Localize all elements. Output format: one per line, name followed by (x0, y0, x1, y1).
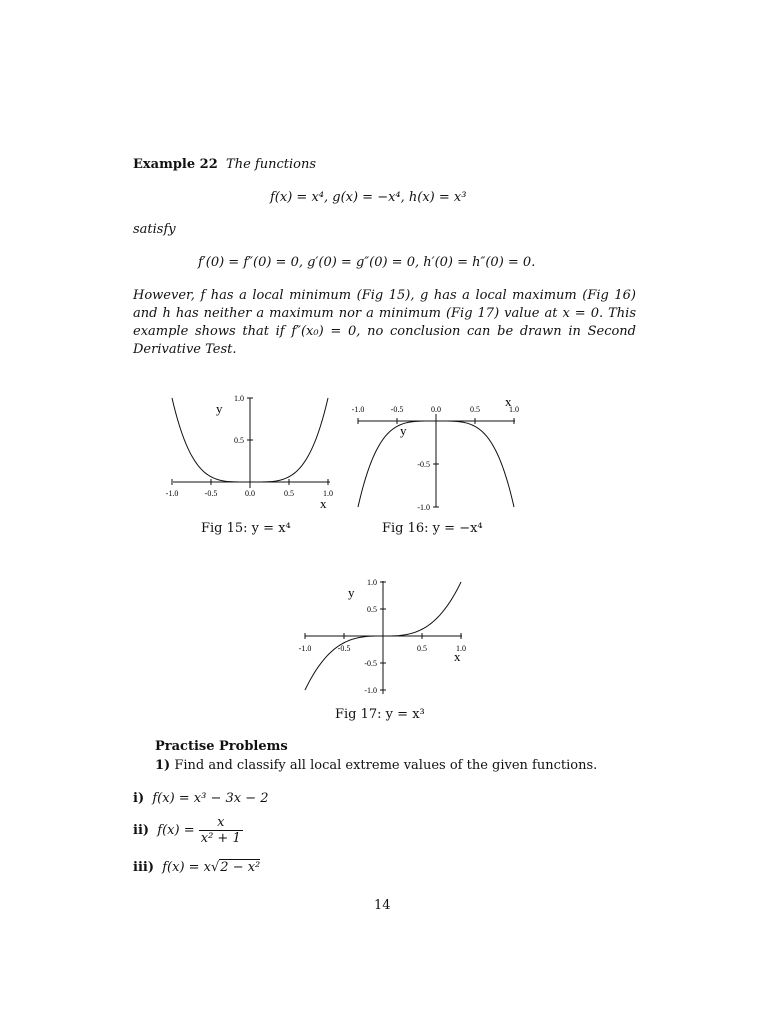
example-label: Example 22 (133, 157, 218, 172)
problem-i-label: i) (133, 791, 145, 806)
fig15-xtick-label: 0.0 (245, 489, 255, 498)
problem-ii-numerator: x (199, 815, 243, 831)
fig16-ytick-label: -0.5 (417, 460, 430, 469)
fig16-xtick-label: -1.0 (351, 405, 365, 414)
fig15-xtick-label: -1.0 (165, 489, 179, 498)
fig16-y-label: y (400, 423, 407, 438)
question-1-number: 1) (155, 758, 171, 773)
problem-i-expression: f(x) = x³ − 3x − 2 (152, 791, 269, 806)
fig17-xtick-label: 0.5 (417, 644, 427, 653)
fig16-xtick-label: 0.0 (431, 405, 441, 414)
fig15-ytick-label: 0.5 (234, 436, 244, 445)
fig17-xtick-label: -0.5 (337, 644, 351, 653)
problem-ii-label: ii) (133, 823, 150, 838)
functions-equation: f(x) = x⁴, g(x) = −x⁴, h(x) = x³ (270, 190, 467, 205)
fig15-xtick-label: -0.5 (204, 489, 218, 498)
fig15-xtick-label: 0.5 (284, 489, 294, 498)
derivatives-equation: f′(0) = f″(0) = 0, g′(0) = g″(0) = 0, h′(0) = h″(0) = 0. (198, 255, 536, 270)
fig15-ytick-label: 1.0 (234, 394, 244, 403)
fig16-xtick-label: -0.5 (390, 405, 404, 414)
fig16-axes (352, 394, 519, 512)
example-heading (133, 157, 316, 172)
practise-heading: Practise Problems (155, 739, 288, 754)
problem-i (133, 791, 269, 806)
problem-ii (133, 815, 243, 846)
satisfy-text: satisfy (133, 222, 176, 237)
problem-iii-lhs: f(x) = x√ (162, 860, 220, 875)
problem-ii-fraction (199, 815, 243, 846)
fig17-ytick-label: -1.0 (364, 686, 377, 695)
explanation-paragraph: However, f has a local minimum (Fig 15), g has a local maximum (Fig 16) and h has neither a maximum nor a minimum (Fig 17) value at x = 0. This example shows that if f″(x₀) = 0, no conclusion can be drawn in Second Derivative Test. (133, 288, 636, 357)
fig17-axes (299, 578, 466, 695)
fig15-caption: Fig 15: y = x⁴ (201, 521, 291, 536)
fig17-xtick-label: 1.0 (456, 644, 466, 653)
fig16-x-label: x (505, 394, 512, 409)
fig16-caption: Fig 16: y = −x⁴ (382, 521, 483, 536)
fig15-y-label: y (216, 401, 223, 416)
problem-iii-label: iii) (133, 860, 154, 875)
problem-iii (133, 860, 260, 875)
fig17-y-label: y (348, 585, 355, 600)
fig17-x-label: x (454, 649, 461, 664)
problem-ii-denominator: x² + 1 (200, 831, 241, 846)
fig15-x-label: x (320, 496, 327, 511)
fig15-xtick-label: 1.0 (323, 489, 333, 498)
fig15-plot (160, 392, 340, 512)
fig17-ytick-label: -0.5 (364, 659, 377, 668)
question-1 (155, 758, 597, 773)
fig16-xtick-label: 1.0 (509, 405, 519, 414)
fig17-ytick-label: 1.0 (367, 578, 377, 587)
fig16-ytick-label: -1.0 (417, 503, 430, 512)
fig16-xtick-label: 0.5 (470, 405, 480, 414)
fig17-ytick-label: 0.5 (367, 605, 377, 614)
page-number: 14 (374, 898, 391, 913)
problem-ii-lhs: f(x) = (157, 823, 195, 838)
question-1-text: Find and classify all local extreme values of the given functions. (174, 758, 598, 773)
fig16-plot (345, 392, 530, 514)
fig17-plot (292, 576, 477, 698)
problem-iii-radicand: 2 − x² (220, 860, 261, 875)
example-intro: The functions (226, 157, 316, 172)
fig17-xtick-label: -1.0 (298, 644, 312, 653)
fig17-caption: Fig 17: y = x³ (335, 707, 425, 722)
fig15-axes (166, 394, 333, 511)
